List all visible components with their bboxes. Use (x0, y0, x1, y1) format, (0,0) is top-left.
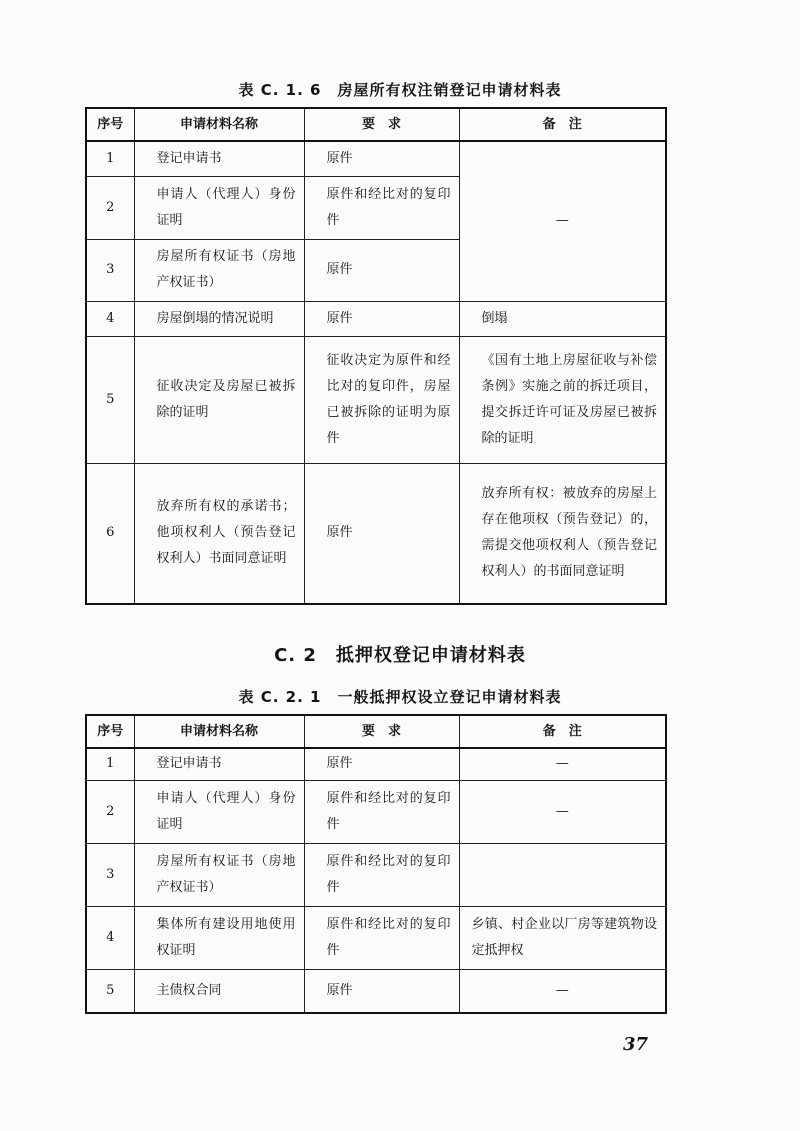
remarks: — (459, 969, 666, 1013)
table-row (86, 463, 666, 604)
table-row (86, 843, 666, 906)
row-number: 3 (86, 239, 134, 301)
material-name: 房屋所有权证书（房地产权证书） (134, 239, 304, 301)
requirement: 原件和经比对的复印件 (304, 176, 459, 239)
requirement: 征收决定为原件和经比对的复印件，房屋已被拆除的证明为原件 (304, 336, 459, 463)
row-number: 5 (86, 969, 134, 1013)
remarks: — (459, 141, 666, 301)
material-name: 房屋倒塌的情况说明 (134, 301, 304, 336)
material-name: 集体所有建设用地使用权证明 (134, 906, 304, 969)
header-material-name: 申请材料名称 (134, 108, 304, 141)
table-row (86, 748, 666, 780)
table-row (86, 336, 666, 463)
remarks: 乡镇、村企业以厂房等建筑物设定抵押权 (459, 906, 666, 969)
material-name: 放弃所有权的承诺书；他项权利人（预告登记权利人）书面同意证明 (134, 463, 304, 604)
remarks: 放弃所有权：被放弃的房屋上存在他项权（预告登记）的，需提交他项权利人（预告登记权利人）的书面同意证明 (459, 463, 666, 604)
material-name: 登记申请书 (134, 141, 304, 176)
table2-caption: 表 C. 2. 1 一般抵押权设立登记申请材料表 (238, 688, 562, 706)
row-number: 1 (86, 141, 134, 176)
requirement: 原件 (304, 969, 459, 1013)
remarks (459, 843, 666, 906)
material-name: 申请人（代理人）身份证明 (134, 176, 304, 239)
table-row (86, 301, 666, 336)
requirement: 原件 (304, 463, 459, 604)
requirement: 原件和经比对的复印件 (304, 843, 459, 906)
row-number: 4 (86, 906, 134, 969)
table2-header-row (86, 715, 666, 748)
row-number: 2 (86, 176, 134, 239)
table-row (86, 141, 666, 176)
page-number: 37 (622, 1034, 648, 1055)
requirement: 原件 (304, 748, 459, 780)
table-row (86, 780, 666, 843)
table-row (86, 969, 666, 1013)
material-name: 登记申请书 (134, 748, 304, 780)
table-row (86, 906, 666, 969)
remarks: 倒塌 (459, 301, 666, 336)
requirement: 原件 (304, 141, 459, 176)
table1-header-row (86, 108, 666, 141)
header-material-name: 申请材料名称 (134, 715, 304, 748)
material-name: 申请人（代理人）身份证明 (134, 780, 304, 843)
header-requirement: 要 求 (304, 108, 459, 141)
row-number: 1 (86, 748, 134, 780)
table1 (85, 107, 667, 605)
remarks: — (459, 748, 666, 780)
header-requirement: 要 求 (304, 715, 459, 748)
requirement: 原件和经比对的复印件 (304, 906, 459, 969)
table2 (85, 714, 667, 1014)
header-remarks: 备 注 (459, 715, 666, 748)
remarks: — (459, 780, 666, 843)
row-number: 4 (86, 301, 134, 336)
requirement: 原件和经比对的复印件 (304, 780, 459, 843)
requirement: 原件 (304, 239, 459, 301)
material-name: 主债权合同 (134, 969, 304, 1013)
header-remarks: 备 注 (459, 108, 666, 141)
section-title: C. 2 抵押权登记申请材料表 (274, 645, 526, 666)
table1-caption: 表 C. 1. 6 房屋所有权注销登记申请材料表 (238, 81, 562, 99)
requirement: 原件 (304, 301, 459, 336)
material-name: 房屋所有权证书（房地产权证书） (134, 843, 304, 906)
row-number: 5 (86, 336, 134, 463)
row-number: 6 (86, 463, 134, 604)
header-seq: 序号 (86, 715, 134, 748)
remarks: 《国有土地上房屋征收与补偿条例》实施之前的拆迁项目，提交拆迁许可证及房屋已被拆除的证明 (459, 336, 666, 463)
row-number: 3 (86, 843, 134, 906)
row-number: 2 (86, 780, 134, 843)
material-name: 征收决定及房屋已被拆除的证明 (134, 336, 304, 463)
header-seq: 序号 (86, 108, 134, 141)
